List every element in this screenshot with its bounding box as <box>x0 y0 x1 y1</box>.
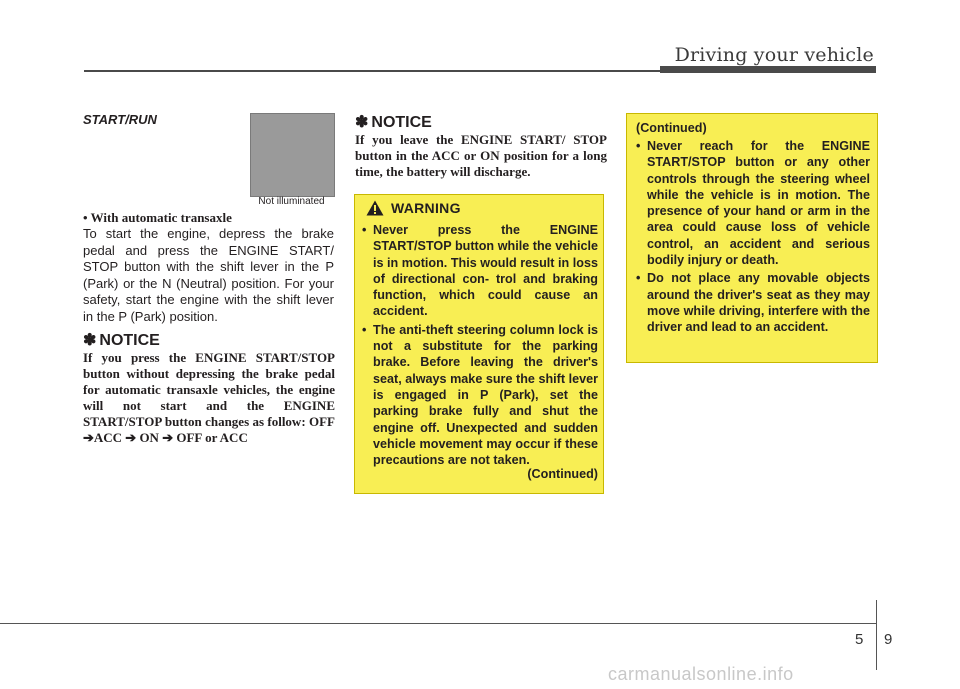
warning-item: • Never reach for the ENGINE START/STOP button or any other controls through the steering wheel while the vehicle is in motion. The presence of your hand or arm in the area could cause loss of vehicle control, an accident and serious bodily injury or death. <box>636 138 870 268</box>
warning-item: • Never press the ENGINE START/STOP button while the vehicle is in motion. This would result in loss of directional con- trol and braking function, which could cause an accident. <box>362 222 598 320</box>
chapter-number: 5 <box>855 631 864 648</box>
start-run-label: START/RUN <box>83 112 157 127</box>
notice-text: If you press the ENGINE START/STOP button without depressing the brake pedal for automatic transaxle vehicles, the engine will not start and the ENGINE START/STOP button changes as follow: OFF ➔ACC ➔ ON ➔ OFF or ACC <box>83 350 335 445</box>
footer-rule <box>0 623 876 624</box>
battery-notice-heading <box>355 112 432 132</box>
continued-label: (Continued) <box>527 467 598 481</box>
notice-title: NOTICE <box>99 332 160 349</box>
button-illustration <box>250 113 335 197</box>
warning-item: • The anti-theft steering column lock is not a substitute for the parking brake. Before leaving the driver's seat, always make sure the shift lever is engaged in P (Park), set the parking brake fully and shut the engine off. Unexpected and sudden vehicle movement may occur if these precautions are not taken. <box>362 322 598 469</box>
start-instructions: To start the engine, depress the brake pedal and press the ENGINE START/ STOP button with the shift lever in the P (Park) or the N (Neutral) position. For your safety, start the engine with the shift lever in the P (Park) position. <box>83 226 334 324</box>
warning-heading <box>366 200 461 216</box>
warning-item: • Do not place any movable objects around the driver's seat as they may move while driving, interfere with the driver and lead to an accident. <box>636 270 870 335</box>
automatic-transaxle-heading: • With automatic transaxle <box>83 210 232 225</box>
warning-continued-list <box>636 138 870 336</box>
section-title: Driving your vehicle <box>674 44 874 66</box>
warning-triangle-icon <box>366 200 384 216</box>
warning-title: WARNING <box>391 200 461 216</box>
image-caption: Not illuminated <box>258 196 325 207</box>
watermark: carmanualsonline.info <box>608 664 794 684</box>
continued-label: (Continued) <box>636 121 707 135</box>
warning-list <box>362 222 598 468</box>
footer-divider <box>876 600 877 670</box>
notice-mark-icon: ✽ <box>355 114 369 131</box>
notice-title: NOTICE <box>371 114 432 131</box>
battery-notice-text: If you leave the ENGINE START/ STOP button in the ACC or ON position for a long time, the battery will discharge. <box>355 132 607 179</box>
page-number: 9 <box>884 631 893 648</box>
notice-heading <box>83 330 160 350</box>
header-rule-accent <box>660 66 876 73</box>
notice-mark-icon: ✽ <box>83 332 97 349</box>
